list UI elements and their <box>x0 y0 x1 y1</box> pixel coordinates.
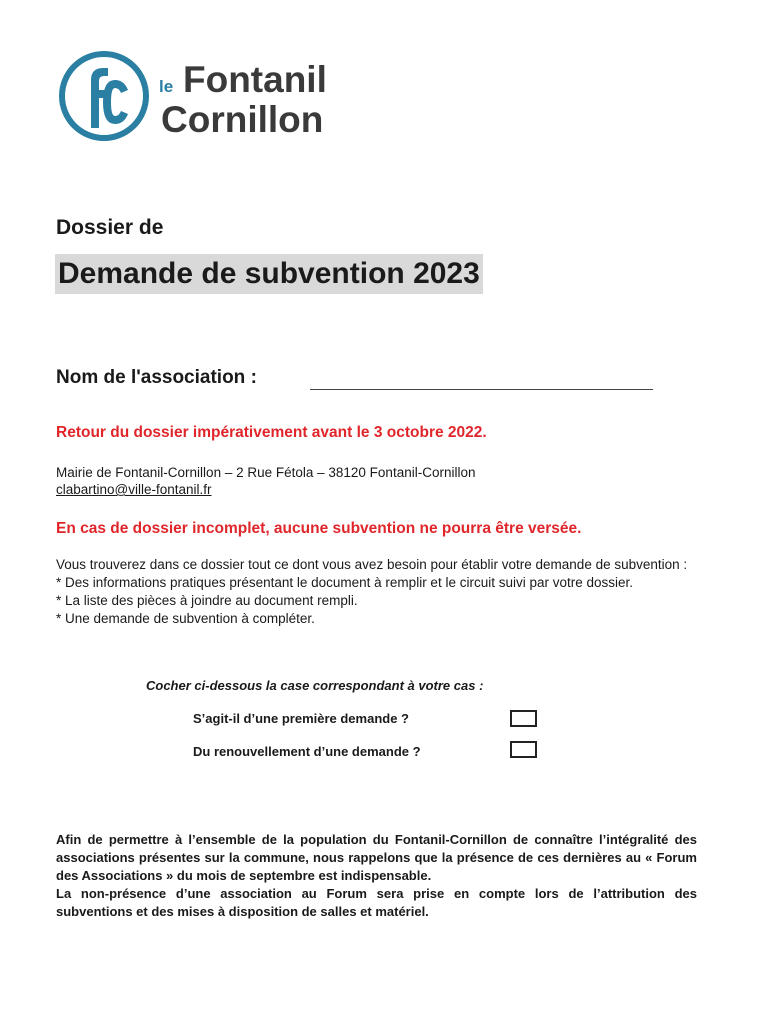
contact-email-link[interactable]: clabartino@ville-fontanil.fr <box>56 482 212 497</box>
intro-section <box>56 556 697 628</box>
intro-item: * Une demande de subvention à compléter. <box>56 611 315 626</box>
association-name-label: Nom de l'association : <box>56 367 257 388</box>
incomplete-warning: En cas de dossier incomplet, aucune subvention ne pourra être versée. <box>56 520 582 537</box>
logo-text-le: le <box>159 77 174 96</box>
forum-absence-paragraph: La non-présence d’une association au Forum sera prise en compte lors de l’attribution des subventions et des mises à disposition de salles et matériel. <box>56 886 697 919</box>
first-request-label: S’agit-il d’une première demande ? <box>193 711 409 726</box>
logo-text-cornillon: Cornillon <box>161 99 324 140</box>
document-title: Demande de subvention 2023 <box>55 254 483 294</box>
intro-item: * Des informations pratiques présentant le document à remplir et le circuit suivi par votre dossier. <box>56 575 634 590</box>
document-pre-title: Dossier de <box>56 216 164 239</box>
checkbox-instruction: Cocher ci-dessous la case correspondant à votre cas : <box>146 678 484 693</box>
forum-notice <box>56 831 697 921</box>
intro-paragraph: Vous trouverez dans ce dossier tout ce dont vous avez besoin pour établir votre demande de subvention : <box>56 557 688 572</box>
association-name-field[interactable] <box>310 389 653 390</box>
intro-item: * La liste des pièces à joindre au document rempli. <box>56 593 358 608</box>
renewal-request-checkbox[interactable] <box>510 741 537 758</box>
logo-text-fontanil: Fontanil <box>183 59 327 100</box>
fontanil-cornillon-logo <box>58 50 378 142</box>
renewal-request-label: Du renouvellement d’une demande ? <box>193 744 421 759</box>
deadline-notice: Retour du dossier impérativement avant le 3 octobre 2022. <box>56 424 487 441</box>
logo-monogram-icon <box>62 54 146 138</box>
contact-address: Mairie de Fontanil-Cornillon – 2 Rue Fétola – 38120 Fontanil-Cornillon <box>56 465 476 480</box>
forum-notice-paragraph: Afin de permettre à l’ensemble de la population du Fontanil-Cornillon de connaître l’intégralité des associations présentes sur la commune, nous rappelons que la présence de ces dernières au « Forum des Associations » du mois de septembre est indispensable. <box>56 832 697 883</box>
first-request-checkbox[interactable] <box>510 710 537 727</box>
